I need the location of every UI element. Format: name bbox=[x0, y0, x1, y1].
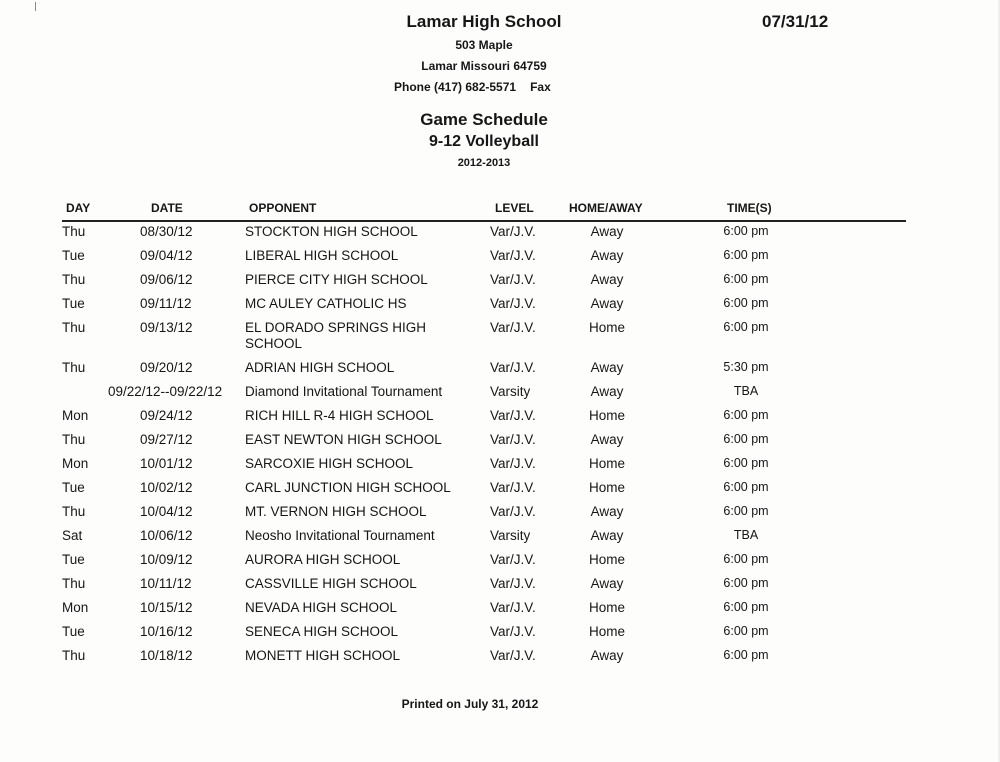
cell-home-away: Away bbox=[590, 296, 624, 311]
cell-day: Tue bbox=[62, 296, 85, 311]
cell-level: Var/J.V. bbox=[490, 360, 536, 375]
header-rule bbox=[62, 220, 906, 222]
cell-home-away: Away bbox=[590, 384, 624, 399]
print-date: 07/31/12 bbox=[762, 12, 829, 31]
cell-time: 6:00 pm bbox=[723, 600, 769, 614]
school-phone: Phone (417) 682-5571 bbox=[394, 80, 517, 94]
cell-level: Var/J.V. bbox=[490, 224, 536, 239]
cell-date: 09/22/12--09/22/12 bbox=[108, 384, 223, 399]
cell-day: Mon bbox=[62, 600, 89, 615]
column-header-home-away: HOME/AWAY bbox=[569, 201, 643, 215]
cell-home-away: Home bbox=[588, 480, 625, 495]
cell-level: Var/J.V. bbox=[490, 432, 536, 447]
table-row bbox=[0, 384, 1000, 408]
cell-opponent: LIBERAL HIGH SCHOOL bbox=[245, 248, 399, 263]
table-row bbox=[0, 456, 1000, 480]
cell-level: Var/J.V. bbox=[490, 504, 536, 519]
cell-home-away: Away bbox=[590, 528, 624, 543]
cell-date: 09/24/12 bbox=[140, 408, 193, 423]
cell-time: 6:00 pm bbox=[723, 432, 769, 446]
table-header bbox=[0, 201, 1000, 219]
cell-level: Varsity bbox=[490, 528, 531, 543]
cell-home-away: Home bbox=[588, 624, 625, 639]
scan-mark bbox=[35, 2, 36, 11]
cell-time: 5:30 pm bbox=[723, 360, 769, 374]
table-row bbox=[0, 248, 1000, 272]
school-name: Lamar High School bbox=[406, 12, 562, 31]
table-row bbox=[0, 480, 1000, 504]
cell-home-away: Away bbox=[590, 248, 624, 263]
cell-opponent: EAST NEWTON HIGH SCHOOL bbox=[245, 432, 442, 447]
cell-date: 10/09/12 bbox=[140, 552, 193, 567]
cell-date: 10/02/12 bbox=[140, 480, 193, 495]
cell-date: 09/04/12 bbox=[140, 248, 193, 263]
cell-opponent: NEVADA HIGH SCHOOL bbox=[245, 600, 398, 615]
cell-home-away: Away bbox=[590, 432, 624, 447]
cell-level: Var/J.V. bbox=[490, 552, 536, 567]
cell-date: 10/16/12 bbox=[140, 624, 193, 639]
table-row bbox=[0, 272, 1000, 296]
cell-time: 6:00 pm bbox=[723, 272, 769, 286]
cell-time: 6:00 pm bbox=[723, 320, 769, 334]
cell-date: 10/01/12 bbox=[140, 456, 193, 471]
cell-home-away: Away bbox=[590, 576, 624, 591]
cell-home-away: Home bbox=[588, 600, 625, 615]
cell-date: 10/18/12 bbox=[140, 648, 193, 663]
table-row bbox=[0, 320, 1000, 360]
cell-day: Tue bbox=[62, 480, 85, 495]
cell-date: 08/30/12 bbox=[140, 224, 193, 239]
cell-home-away: Home bbox=[588, 408, 625, 423]
cell-day: Mon bbox=[62, 408, 89, 423]
cell-day: Mon bbox=[62, 456, 89, 471]
season-year: 2012-2013 bbox=[457, 157, 511, 169]
cell-day: Thu bbox=[62, 432, 86, 447]
cell-time: 6:00 pm bbox=[723, 648, 769, 662]
cell-time: 6:00 pm bbox=[723, 480, 769, 494]
cell-time: 6:00 pm bbox=[723, 576, 769, 590]
cell-opponent: AURORA HIGH SCHOOL bbox=[245, 552, 401, 567]
cell-home-away: Away bbox=[590, 648, 624, 663]
cell-time: TBA bbox=[733, 384, 759, 398]
printed-on-footer: Printed on July 31, 2012 bbox=[401, 697, 539, 711]
table-row bbox=[0, 624, 1000, 648]
cell-day: Thu bbox=[62, 504, 86, 519]
cell-date: 09/27/12 bbox=[140, 432, 193, 447]
column-header-opponent: OPPONENT bbox=[249, 201, 317, 215]
page-title: Game Schedule bbox=[420, 110, 548, 129]
cell-level: Var/J.V. bbox=[490, 624, 536, 639]
column-header-day: DAY bbox=[66, 201, 91, 215]
cell-opponent: CARL JUNCTION HIGH SCHOOL bbox=[245, 480, 451, 495]
cell-level: Var/J.V. bbox=[490, 296, 536, 311]
cell-home-away: Home bbox=[588, 552, 625, 567]
table-row bbox=[0, 408, 1000, 432]
cell-time: 6:00 pm bbox=[723, 456, 769, 470]
table-row bbox=[0, 528, 1000, 552]
cell-date: 09/11/12 bbox=[140, 296, 192, 311]
cell-opponent: MT. VERNON HIGH SCHOOL bbox=[245, 504, 427, 519]
cell-home-away: Away bbox=[590, 224, 624, 239]
cell-day: Tue bbox=[62, 248, 85, 263]
table-row bbox=[0, 552, 1000, 576]
cell-time: 6:00 pm bbox=[723, 248, 769, 262]
cell-date: 09/20/12 bbox=[140, 360, 193, 375]
cell-day: Thu bbox=[62, 648, 86, 663]
cell-level: Varsity bbox=[490, 384, 531, 399]
cell-level: Var/J.V. bbox=[490, 576, 536, 591]
column-header-level: LEVEL bbox=[495, 201, 534, 215]
cell-day: Thu bbox=[62, 320, 86, 335]
table-row bbox=[0, 648, 1000, 672]
cell-day: Thu bbox=[62, 224, 86, 239]
cell-level: Var/J.V. bbox=[490, 248, 536, 263]
cell-day: Thu bbox=[62, 576, 86, 591]
table-row bbox=[0, 600, 1000, 624]
cell-date: 10/04/12 bbox=[140, 504, 193, 519]
table-row bbox=[0, 576, 1000, 600]
cell-time: 6:00 pm bbox=[723, 408, 769, 422]
cell-home-away: Away bbox=[590, 360, 624, 375]
cell-time: 6:00 pm bbox=[723, 296, 769, 310]
school-address: 503 Maple bbox=[455, 38, 513, 52]
cell-day: Thu bbox=[62, 272, 86, 287]
column-header-time: TIME(S) bbox=[727, 201, 772, 215]
cell-level: Var/J.V. bbox=[490, 456, 536, 471]
school-city: Lamar Missouri 64759 bbox=[421, 59, 547, 73]
cell-home-away: Home bbox=[588, 456, 625, 471]
cell-time: 6:00 pm bbox=[723, 624, 769, 638]
cell-date: 10/11/12 bbox=[140, 576, 192, 591]
cell-day: Tue bbox=[62, 552, 85, 567]
table-row bbox=[0, 432, 1000, 456]
cell-opponent: RICH HILL R-4 HIGH SCHOOL bbox=[245, 408, 434, 423]
cell-opponent: MONETT HIGH SCHOOL bbox=[245, 648, 401, 663]
cell-opponent: CASSVILLE HIGH SCHOOL bbox=[245, 576, 417, 591]
cell-day: Tue bbox=[62, 624, 85, 639]
cell-day: Sat bbox=[62, 528, 83, 543]
cell-level: Var/J.V. bbox=[490, 320, 536, 335]
cell-time: TBA bbox=[733, 528, 759, 542]
cell-opponent: SARCOXIE HIGH SCHOOL bbox=[245, 456, 414, 471]
cell-opponent: STOCKTON HIGH SCHOOL bbox=[245, 224, 418, 239]
cell-opponent: MC AULEY CATHOLIC HS bbox=[245, 296, 407, 311]
cell-home-away: Home bbox=[588, 320, 625, 335]
cell-date: 10/06/12 bbox=[140, 528, 193, 543]
cell-level: Var/J.V. bbox=[490, 272, 536, 287]
table-row bbox=[0, 504, 1000, 528]
cell-date: 09/06/12 bbox=[140, 272, 193, 287]
sport-subtitle: 9-12 Volleyball bbox=[429, 133, 539, 150]
schedule-table bbox=[0, 224, 1000, 672]
cell-level: Var/J.V. bbox=[490, 480, 536, 495]
contact-line bbox=[394, 80, 551, 94]
cell-home-away: Away bbox=[590, 504, 624, 519]
table-row bbox=[0, 296, 1000, 320]
cell-opponent: PIERCE CITY HIGH SCHOOL bbox=[245, 272, 428, 287]
cell-level: Var/J.V. bbox=[490, 600, 536, 615]
cell-home-away: Away bbox=[590, 272, 624, 287]
cell-opponent: ADRIAN HIGH SCHOOL bbox=[245, 360, 395, 375]
table-row bbox=[0, 224, 1000, 248]
cell-opponent: SENECA HIGH SCHOOL bbox=[245, 624, 399, 639]
cell-day: Thu bbox=[62, 360, 86, 375]
cell-time: 6:00 pm bbox=[723, 224, 769, 238]
cell-date: 10/15/12 bbox=[140, 600, 193, 615]
table-row bbox=[0, 360, 1000, 384]
cell-opponent: Diamond Invitational Tournament bbox=[245, 384, 443, 399]
column-header-date: DATE bbox=[151, 201, 183, 215]
cell-level: Var/J.V. bbox=[490, 408, 536, 423]
cell-opponent: Neosho Invitational Tournament bbox=[245, 528, 435, 543]
cell-date: 09/13/12 bbox=[140, 320, 193, 335]
cell-time: 6:00 pm bbox=[723, 552, 769, 566]
cell-time: 6:00 pm bbox=[723, 504, 769, 518]
fax-label: Fax bbox=[530, 80, 551, 94]
cell-opponent: EL DORADO SPRINGS HIGH SCHOOL bbox=[245, 320, 427, 351]
cell-level: Var/J.V. bbox=[490, 648, 536, 663]
